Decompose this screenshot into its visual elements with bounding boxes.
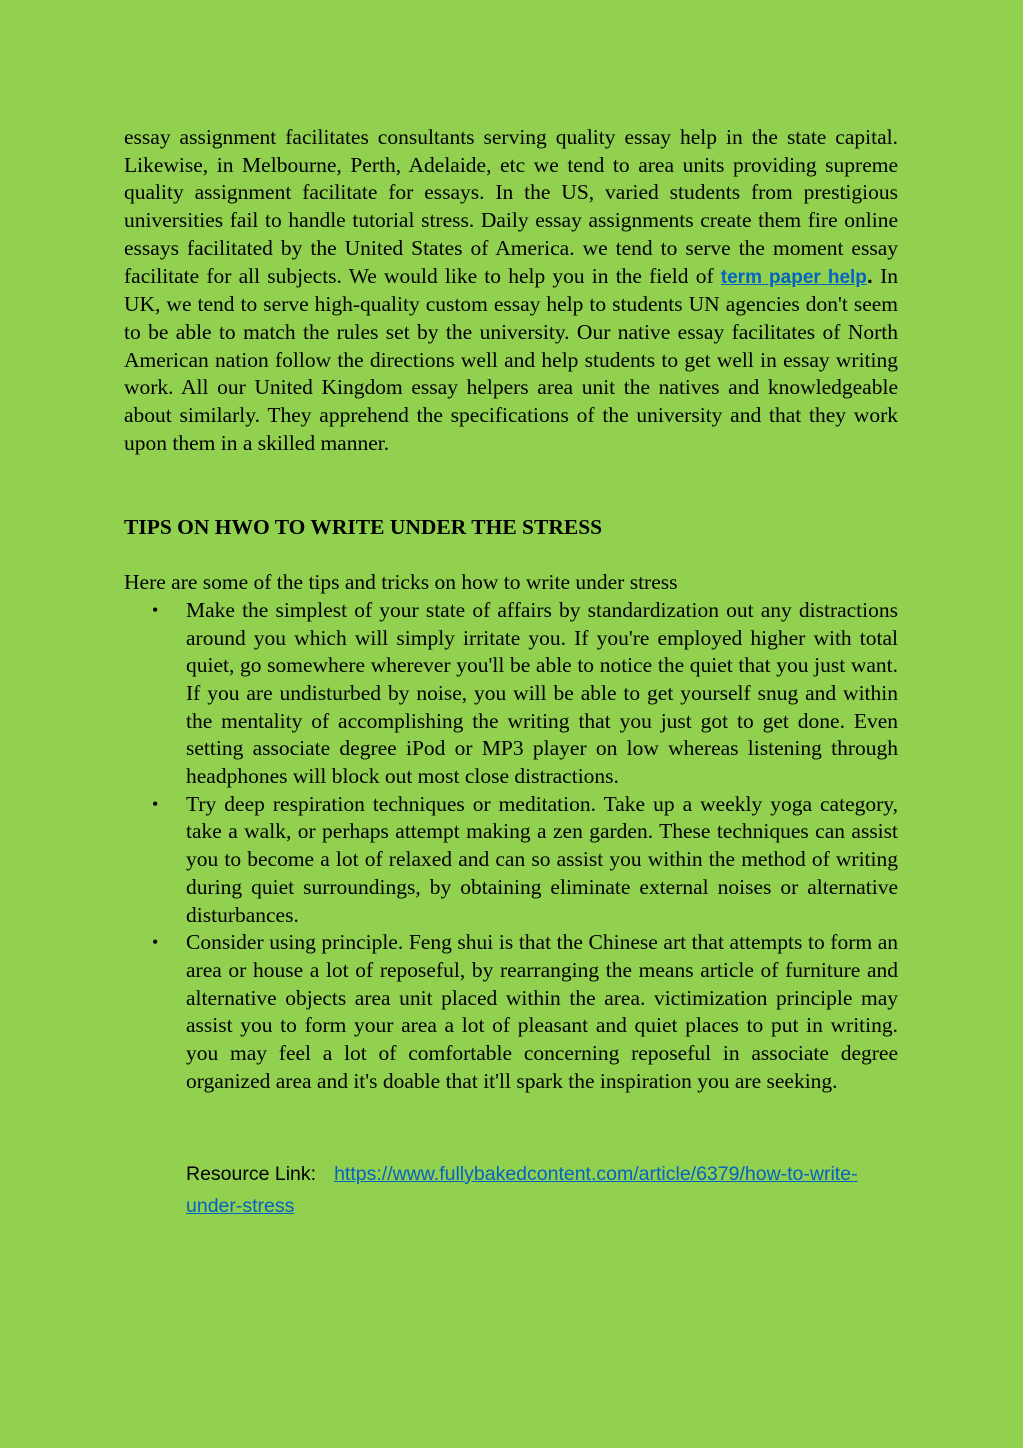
resource-link-block [186,1158,898,1222]
section-heading: TIPS ON HWO TO WRITE UNDER THE STRESS [124,515,603,540]
tip-text: Try deep respiration techniques or meditation. Take up a weekly yoga category, take a walk, or perhaps attempt making a zen garden. These techniques can assist you to become a lot of relaxed and can so assist you within the method of writing during quiet surroundings, by obtaining eliminate external noises or alternative disturbances. [186,791,898,927]
tip-item [124,597,898,791]
term-paper-help-link[interactable]: term paper help [720,266,867,288]
tip-item [124,929,898,1095]
resource-url-link[interactable]: https://www.fullybakedcontent.com/article/6379/how-to-write-under-stress [186,1162,858,1217]
tip-text: Make the simplest of your state of affairs by standardization out any distractions around you which will simply irritate you. If you're employed higher with total quiet, go somewhere wherever you'll be able to notice the quiet that you just want. If you are undisturbed by noise, you will be able to get yourself snug and within the mentality of accomplishing the writing that you just got to get done. Even setting associate degree iPod or MP3 player on low whereas listening through headphones will block out most close distractions. [186,597,898,789]
intro-text-before-link: essay assignment facilitates consultants serving quality essay help in the state capital. Likewise, in Melbourne, Perth, Adelaide, etc we tend to area units providing supreme quality assignment facilitate for essays. In the US, varied students from prestigious universities fail to handle tutorial stress. Daily essay assignments create them fire online essays facilitated by the United States of America. we tend to serve the moment essay facilitate for all subjects. We would like to help you in the field of [124,125,898,288]
bullet-icon: • [152,599,159,620]
intro-paragraph [124,124,898,457]
tip-text: Consider using principle. Feng shui is that the Chinese art that attempts to form an area or house a lot of reposeful, by rearranging the means article of furniture and alternative objects area unit placed within the area. victimization principle may assist you to form your area a lot of pleasant and quiet places to put in writing. you may feel a lot of comfortable concerning reposeful in associate degree organized area and it's doable that it'll spark the inspiration you are seeking. [186,930,898,1093]
link-suffix: . [866,263,873,288]
bullet-icon: • [152,932,159,953]
tips-list [124,597,898,1096]
resource-link-label: Resource Link: [186,1162,317,1185]
tips-intro: Here are some of the tips and tricks on how to write under stress [124,570,678,595]
intro-text-after-link: In UK, we tend to serve high-quality custom essay help to students UN agencies don't seem to be able to match the rules set by the university. Our native essay facilitates of North American nation follow the directions well and help students to get well in essay writing work. All our United Kingdom essay helpers area unit the natives and knowledgeable about similarly. They apprehend the specifications of the university and that they work upon them in a skilled manner. [124,263,898,455]
document-page [124,124,898,1222]
tip-item [124,791,898,930]
bullet-icon: • [152,793,159,814]
